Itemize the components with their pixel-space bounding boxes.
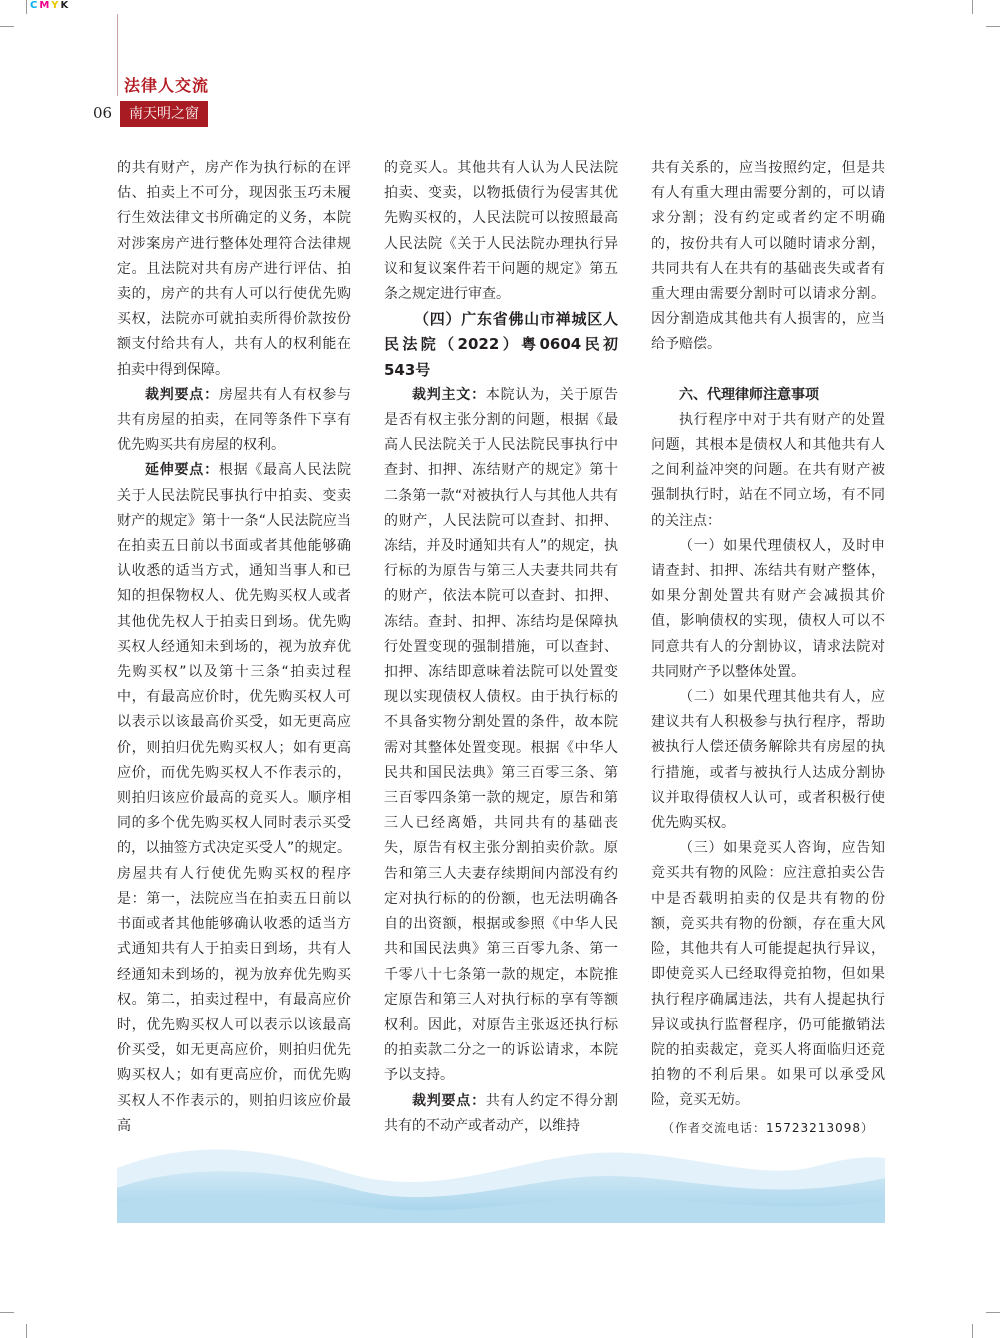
crop-mark-top-right	[986, 26, 1000, 27]
cmyk-c: C	[30, 0, 40, 11]
section-heading: 六、代理律师注意事项	[679, 386, 819, 403]
paragraph	[117, 383, 351, 459]
text-column-3	[651, 156, 885, 1141]
section-title: 法律人交流	[124, 76, 210, 95]
paragraph-text: 共有人约定不得分割共有的不动产或者动产，以维持	[384, 1092, 619, 1134]
cmyk-k: K	[60, 0, 71, 11]
paragraph: 的共有财产，房产作为执行标的在评估、拍卖上不可分，现因张玉巧未履行生效法律文书所确定的义务，本院对涉案房产进行整体处理符合法律规定。且法院对共有房产进行评估、拍卖的，房产的共有人可以行使优先购买权，法院亦可就拍卖所得价款按份额支付给共有人，共有人的权利能在拍卖中得到保障。	[117, 160, 351, 378]
paragraph-label: 裁判要点：	[145, 386, 219, 403]
crop-mark-bottom-right-v	[972, 1324, 973, 1338]
cmyk-registration-mark	[30, 0, 70, 11]
paragraph: （一）如果代理债权人，及时申请查封、扣押、冻结共有财产整体，如果分割处置共有财产会减损其价值，影响债权的实现，债权人可以不同意共有人的分割协议，请求法院对共同财产予以整体处置。	[651, 537, 885, 680]
paragraph-text: 房屋共有人有权参与共有房屋的拍卖，在同等条件下享有优先购买共有房屋的权利。	[117, 386, 352, 454]
paragraph	[117, 458, 351, 1138]
paragraph-label: 裁判主文：	[412, 386, 486, 403]
paragraph: （二）如果代理其他共有人，应建议共有人积极参与执行程序，帮助被执行人偿还债务解除共有房屋的执行措施，或者与被执行人达成分割协议并取得债权人认可，或者积极行使优先购买权。	[651, 689, 885, 832]
cmyk-y: Y	[51, 0, 61, 11]
paragraph-text: 本院认为，关于原告是否有权主张分割的问题，根据《最高人民法院关于人民法院民事执行中查封、扣押、冻结财产的规定》第十二条第一款“对被执行人与其他人共有的财产，人民法院可以查封、扣押、冻结，并及时通知共有人”的规定，执行标的为原告与第三人夫妻共同共有的财产，依法本院可以查封、扣押、冻结。查封、扣押、冻结均是保障执行处置变现的强制措施，可以查封、扣押、冻结即意味着法院可以处置变现以实现债权人债权。由于执行标的不具备实物分割处置的条件，故本院需对其整体处置变现。根据《中华人民共和国民法典》第三百零三条、第三百零四条第一款的规定，原告和第三人已经离婚，共同共有的基础丧失，原告有权主张分割拍卖价款。原告和第三人夫妻存续期间内部没有约定对执行标的的份额，也无法明确各自的出资额，根据或参照《中华人民共和国民法典》第三百零九条、第一千零八十七条第一款的规定，本院推定原告和第三人对执行标的享有等额权利。因此，对原告主张返还执行标的拍卖款二分之一的诉讼请求，本院予以支持。	[384, 386, 619, 1084]
crop-mark-bottom-right	[986, 1312, 1000, 1313]
crop-mark-top-left-v	[26, 0, 27, 14]
header-divider	[117, 14, 118, 96]
crop-mark-bottom-left	[0, 1312, 14, 1313]
paragraph	[384, 1089, 618, 1139]
paragraph	[384, 383, 618, 1089]
page-number: 06	[93, 104, 113, 122]
author-contact: （作者交流电话：15723213098）	[662, 1120, 874, 1135]
case-heading: （四）广东省佛山市禅城区人民法院（2022）粤0604民初543号	[384, 310, 618, 379]
paragraph: （三）如果竞买人咨询，应告知竞买共有物的风险：应注意拍卖公告中是否载明拍卖的仅是共有物的份额，竞买共有物的份额，存在重大风险，其他共有人可能提起执行异议，即使竞买人已经取得竞拍物，但如果执行程序确属违法，共有人提起执行异议或执行监督程序，仍可能撤销法院的拍卖裁定，竞买人将面临归还竞拍物的不利后果。如果可以承受风险，竞买无妨。	[651, 840, 885, 1109]
cmyk-m: M	[39, 0, 52, 11]
wave-decoration	[117, 1128, 885, 1223]
paragraph-label: 延伸要点：	[145, 462, 219, 479]
crop-mark-top-left	[0, 26, 14, 27]
column-badge: 南天明之窗	[120, 101, 208, 127]
text-column-1	[117, 156, 351, 1139]
paragraph: 共有关系的，应当按照约定，但是共有人有重大理由需要分割的，可以请求分割；没有约定或者约定不明确的，按份共有人可以随时请求分割，共同共有人在共有的基础丧失或者有重大理由需要分割时可以请求分割。因分割造成其他共有人损害的，应当给予赔偿。	[651, 160, 885, 353]
crop-mark-top-right-v	[972, 0, 973, 14]
paragraph: 的竞买人。其他共有人认为人民法院拍卖、变卖，以物抵债行为侵害其优先购买权的，人民法院可以按照最高人民法院《关于人民法院办理执行异议和复议案件若干问题的规定》第五条之规定进行审查。	[384, 160, 618, 303]
crop-mark-bottom-left-v	[26, 1324, 27, 1338]
paragraph: 执行程序中对于共有财产的处置问题，其根本是债权人和其他共有人之间利益冲突的问题。在共有财产被强制执行时，站在不同立场，有不同的关注点：	[651, 411, 885, 529]
text-column-2	[384, 156, 618, 1139]
paragraph-text: 根据《最高人民法院关于人民法院民事执行中拍卖、变卖财产的规定》第十一条“人民法院应当在拍卖五日前以书面或者其他能够确认收悉的适当方式，通知当事人和已知的担保物权人、优先购买权人或者其他优先权人于拍卖日到场。优先购买权人经通知未到场的，视为放弃优先购买权”以及第十三条“拍卖过程中，有最高应价时，优先购买权人可以表示以该最高价买受，如无更高应价，则拍归优先购买权人；如有更高应价，而优先购买权人不作表示的，则拍归该应价最高的竞买人。顺序相同的多个优先购买权人同时表示买受的，以抽签方式决定买受人”的规定。房屋共有人行使优先购买权的程序是：第一，法院应当在拍卖五日前以书面或者其他能够确认收悉的适当方式通知共有人于拍卖日到场，共有人经通知未到场的，视为放弃优先购买权。第二，拍卖过程中，有最高应价时，优先购买权人可以表示以该最高价买受，如无更高应价，则拍归优先购买权人；如有更高应价，而优先购买权人不作表示的，则拍归该应价最高	[117, 462, 352, 1134]
paragraph-label: 裁判要点：	[412, 1092, 486, 1109]
